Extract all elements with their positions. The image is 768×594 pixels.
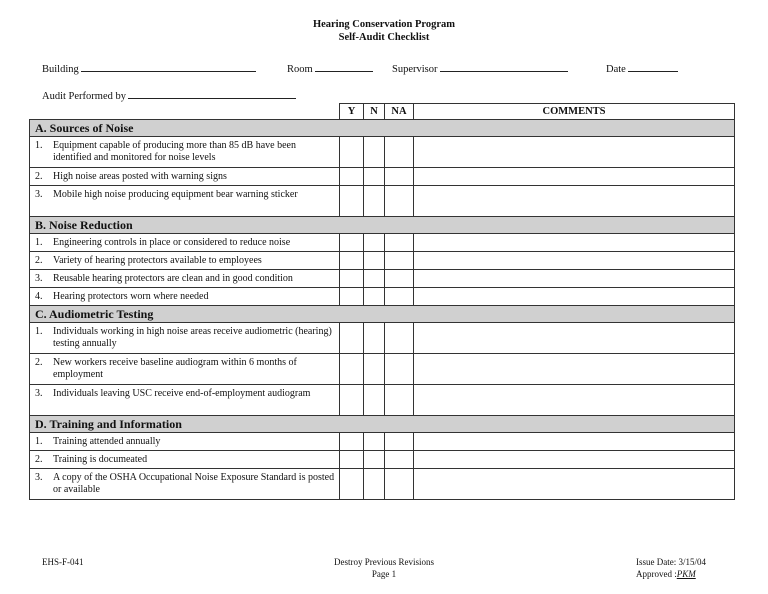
item-text: Individuals leaving USC receive end-of-employment audiogram [53,388,311,399]
checklist-body [30,120,735,500]
room-line[interactable] [315,62,373,72]
audit-performed-by-line[interactable] [128,89,296,99]
na-checkbox-cell[interactable] [385,385,414,416]
date-label: Date [606,64,626,75]
item-number: 3. [35,388,43,399]
item-number: 3. [35,273,43,284]
supervisor-field[interactable] [392,62,568,75]
header-blank-cell [30,104,340,120]
no-checkbox-cell[interactable] [364,433,385,451]
footer-approved-value: PKM [676,568,696,579]
comments-cell[interactable] [414,469,735,500]
checklist-item [30,385,340,416]
item-number: 4. [35,291,43,302]
checklist-item [30,252,340,270]
no-checkbox-cell[interactable] [364,354,385,385]
no-checkbox-cell[interactable] [364,451,385,469]
item-text: Hearing protectors worn where needed [53,291,209,302]
comments-cell[interactable] [414,385,735,416]
comments-cell[interactable] [414,354,735,385]
header-yes: Y [340,104,364,120]
checklist-item [30,168,340,186]
table-row [30,385,735,416]
room-field[interactable] [287,62,373,75]
table-row [30,137,735,168]
comments-cell[interactable] [414,234,735,252]
item-text: A copy of the OSHA Occupational Noise Exposure Standard is posted or available [53,472,335,495]
title-line-2: Self-Audit Checklist [338,32,430,43]
footer-form-id: EHS-F-041 [42,557,84,567]
checklist-item [30,354,340,385]
table-row [30,323,735,354]
yes-checkbox-cell[interactable] [340,234,364,252]
yes-checkbox-cell[interactable] [340,288,364,306]
table-row [30,433,735,451]
footer-issue-date: Issue Date: 3/15/04 [636,557,706,567]
na-checkbox-cell[interactable] [385,168,414,186]
yes-checkbox-cell[interactable] [340,451,364,469]
yes-checkbox-cell[interactable] [340,137,364,168]
item-text: Mobile high noise producing equipment bear warning sticker [53,189,298,200]
section-heading: B. Noise Reduction [30,217,735,234]
checklist-item [30,288,340,306]
table-row [30,234,735,252]
section-header-row [30,416,735,433]
section-header-row [30,306,735,323]
yes-checkbox-cell[interactable] [340,323,364,354]
na-checkbox-cell[interactable] [385,234,414,252]
item-number: 3. [35,189,43,200]
comments-cell[interactable] [414,433,735,451]
item-number: 3. [35,472,43,483]
table-row [30,186,735,217]
item-text: Training is documeated [53,454,148,465]
header-na: NA [385,104,414,120]
footer-approved [636,569,706,581]
table-header-row [30,104,735,120]
header-comments: COMMENTS [414,104,735,120]
na-checkbox-cell[interactable] [385,433,414,451]
table-row [30,354,735,385]
supervisor-line[interactable] [440,62,568,72]
audit-performed-by-label: Audit Performed by [42,91,126,102]
no-checkbox-cell[interactable] [364,137,385,168]
no-checkbox-cell[interactable] [364,168,385,186]
yes-checkbox-cell[interactable] [340,385,364,416]
table-row [30,168,735,186]
checklist-item [30,270,340,288]
no-checkbox-cell[interactable] [364,270,385,288]
no-checkbox-cell[interactable] [364,252,385,270]
section-header-row [30,217,735,234]
building-field[interactable] [42,62,256,75]
checklist-item [30,469,340,500]
section-header-row [30,120,735,137]
item-number: 2. [35,357,43,368]
comments-cell[interactable] [414,288,735,306]
item-number: 2. [35,171,43,182]
item-number: 1. [35,237,43,248]
checklist-table [29,103,735,500]
date-field[interactable] [606,62,678,75]
item-text: Variety of hearing protectors available to employees [53,255,262,266]
yes-checkbox-cell[interactable] [340,186,364,217]
comments-cell[interactable] [414,252,735,270]
na-checkbox-cell[interactable] [385,451,414,469]
document-title [0,18,768,44]
building-line[interactable] [81,62,256,72]
item-number: 1. [35,436,43,447]
table-row [30,469,735,500]
na-checkbox-cell[interactable] [385,288,414,306]
table-row [30,252,735,270]
title-line-1: Hearing Conservation Program [312,19,456,30]
item-text: New workers receive baseline audiogram within 6 months of employment [53,357,297,380]
na-checkbox-cell[interactable] [385,186,414,217]
footer-issue-block [636,557,706,580]
na-checkbox-cell[interactable] [385,137,414,168]
yes-checkbox-cell[interactable] [340,252,364,270]
no-checkbox-cell[interactable] [364,469,385,500]
item-text: Equipment capable of producing more than 85 dB have been identified and monitored for noise levels [53,140,296,163]
item-number: 1. [35,326,43,337]
no-checkbox-cell[interactable] [364,186,385,217]
comments-cell[interactable] [414,323,735,354]
item-text: High noise areas posted with warning signs [53,171,227,182]
no-checkbox-cell[interactable] [364,288,385,306]
table-row [30,270,735,288]
item-text: Engineering controls in place or considered to reduce noise [53,237,291,248]
comments-cell[interactable] [414,270,735,288]
audit-performed-by-field[interactable] [42,89,296,102]
no-checkbox-cell[interactable] [364,385,385,416]
item-text: Reusable hearing protectors are clean and in good condition [53,273,293,284]
na-checkbox-cell[interactable] [385,469,414,500]
item-number: 1. [35,140,43,151]
comments-cell[interactable] [414,186,735,217]
footer-revision-note: Destroy Previous Revisions [334,557,434,567]
checklist-item [30,137,340,168]
item-number: 2. [35,454,43,465]
checklist-item [30,451,340,469]
item-text: Individuals working in high noise areas receive audiometric (hearing) testing annually [53,326,332,349]
footer-page-number: Page 1 [371,568,397,579]
date-line[interactable] [628,62,678,72]
no-checkbox-cell[interactable] [364,323,385,354]
na-checkbox-cell[interactable] [385,252,414,270]
yes-checkbox-cell[interactable] [340,270,364,288]
na-checkbox-cell[interactable] [385,270,414,288]
section-heading: C. Audiometric Testing [30,306,735,323]
yes-checkbox-cell[interactable] [340,354,364,385]
item-text: Training attended annually [53,436,161,447]
yes-checkbox-cell[interactable] [340,168,364,186]
comments-cell[interactable] [414,168,735,186]
yes-checkbox-cell[interactable] [340,433,364,451]
table-row [30,451,735,469]
item-number: 2. [35,255,43,266]
supervisor-label: Supervisor [392,64,438,75]
checklist-item [30,323,340,354]
na-checkbox-cell[interactable] [385,323,414,354]
na-checkbox-cell[interactable] [385,354,414,385]
comments-cell[interactable] [414,451,735,469]
table-row [30,288,735,306]
room-label: Room [287,64,313,75]
building-label: Building [42,64,79,75]
footer-approved-label: Approved : [636,568,677,579]
checklist-item [30,234,340,252]
yes-checkbox-cell[interactable] [340,469,364,500]
section-heading: A. Sources of Noise [30,120,735,137]
no-checkbox-cell[interactable] [364,234,385,252]
header-no: N [364,104,385,120]
section-heading: D. Training and Information [30,416,735,433]
checklist-item [30,186,340,217]
comments-cell[interactable] [414,137,735,168]
checklist-item [30,433,340,451]
